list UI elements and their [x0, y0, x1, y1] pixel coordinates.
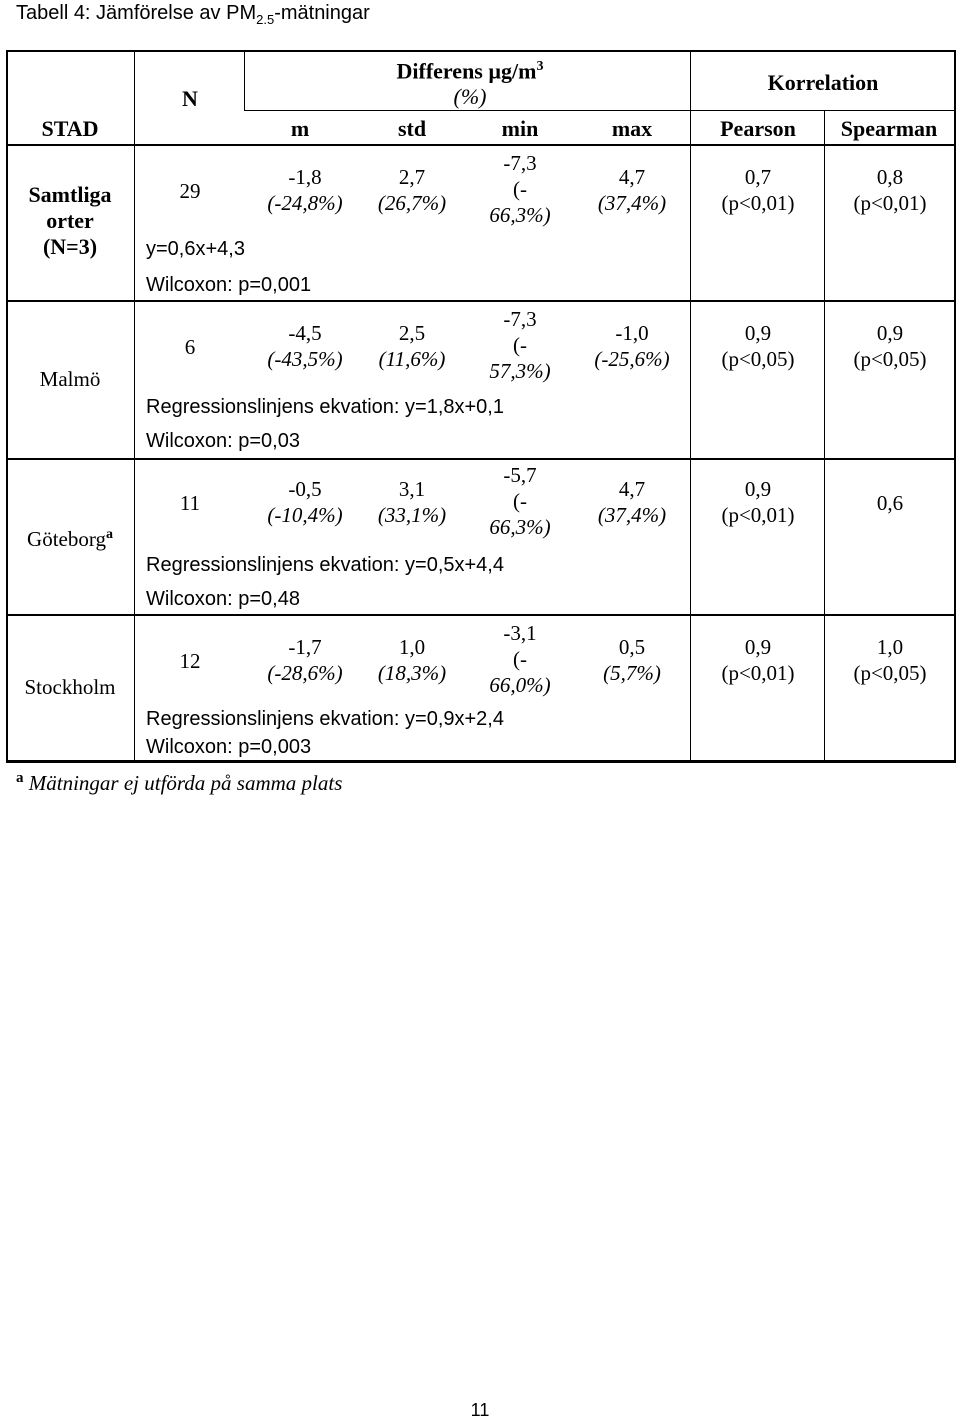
wilcoxon-result: Wilcoxon: p=0,03 [146, 430, 300, 452]
regression-equation: Regressionslinjens ekvation: y=0,5x+4,4 [146, 554, 504, 576]
m-cell: -4,5 (-43,5%) [267, 321, 343, 371]
header-spearman: Spearman [840, 116, 938, 141]
min-cell: -7,3 (- 57,3%) [489, 307, 551, 383]
pearson-cell: 0,9 (p<0,01) [721, 477, 795, 527]
stad-cell: Stockholm [24, 675, 116, 699]
spearman-cell: 0,9 (p<0,05) [853, 321, 927, 371]
header-divider [824, 110, 825, 144]
table-right-border [954, 50, 956, 762]
row-divider [6, 300, 956, 302]
regression-equation: Regressionslinjens ekvation: y=0,9x+2,4 [146, 708, 504, 730]
header-std: std [397, 116, 427, 141]
m-cell: -0,5 (-10,4%) [267, 477, 343, 527]
caption-subscript: 2.5 [256, 12, 275, 27]
min-cell: -5,7 (- 66,3%) [489, 463, 551, 539]
min-cell: -3,1 (- 66,0%) [489, 621, 551, 697]
pearson-cell: 0,9 (p<0,05) [721, 321, 795, 371]
header-divider [134, 50, 135, 144]
wilcoxon-result: Wilcoxon: p=0,001 [146, 274, 312, 296]
n-cell: 6 [184, 335, 196, 359]
row-divider [6, 614, 956, 616]
stad-cell: Göteborg$^a$ [27, 527, 113, 551]
std-cell: 2,5 (11,6%) [378, 321, 446, 371]
std-cell: 1,0 (18,3%) [377, 635, 447, 685]
spearman-cell: 0,6 [876, 491, 904, 515]
n-cell: 29 [179, 179, 201, 203]
pearson-cell: 0,7 (p<0,01) [721, 165, 795, 215]
regression-equation: Regressionslinjens ekvation: y=1,8x+0,1 [146, 396, 504, 418]
spearman-cell: 0,8 (p<0,01) [853, 165, 927, 215]
header-divider [690, 50, 691, 144]
column-divider [134, 144, 135, 760]
stad-cell: Samtliga orter (N=3) [28, 182, 112, 259]
header-differens: Differens $\mu g/m^3$ [396, 58, 544, 84]
m-cell: -1,7 (-28,6%) [267, 635, 343, 685]
std-cell: 2,7 (26,7%) [377, 165, 447, 215]
row-divider [6, 458, 956, 460]
wilcoxon-result: Wilcoxon: p=0,48 [146, 588, 300, 610]
header-n: N [182, 86, 198, 111]
wilcoxon-result: Wilcoxon: p=0,003 [146, 736, 312, 758]
max-cell: 4,7 (37,4%) [597, 477, 667, 527]
table-left-border [6, 50, 8, 762]
m-cell: -1,8 (-24,8%) [267, 165, 343, 215]
table-bottom-border [6, 760, 956, 763]
header-divider [244, 110, 954, 111]
spearman-cell: 1,0 (p<0,05) [853, 635, 927, 685]
stad-cell: Malmö [39, 367, 101, 391]
max-cell: 0,5 (5,7%) [603, 635, 661, 685]
table-top-border [6, 50, 956, 52]
header-m: m [290, 116, 310, 141]
pearson-cell: 0,9 (p<0,01) [721, 635, 795, 685]
header-korrelation: Korrelation [767, 70, 879, 95]
std-cell: 3,1 (33,1%) [377, 477, 447, 527]
column-divider [690, 144, 691, 760]
header-pearson: Pearson [720, 116, 796, 141]
page-number: 11 [470, 1400, 490, 1420]
header-stad: STAD [41, 116, 99, 141]
caption-suffix: -mätningar [274, 2, 370, 24]
caption-prefix: Tabell 4: Jämförelse av PM [16, 2, 257, 24]
n-cell: 11 [179, 491, 201, 515]
min-cell: -7,3 (- 66,3%) [489, 151, 551, 227]
column-divider [824, 144, 825, 760]
max-cell: 4,7 (37,4%) [597, 165, 667, 215]
table-footnote: $^a$ Mätningar ej utförda på samma plats [16, 770, 343, 795]
header-min: min [501, 116, 539, 141]
n-cell: 12 [179, 649, 201, 673]
header-divider [244, 50, 245, 110]
max-cell: -1,0 (-25,6%) [594, 321, 670, 371]
regression-equation: y=0,6x+4,3 [146, 238, 245, 260]
header-bottom-border [6, 144, 956, 146]
header-differens-unit: (%) [453, 84, 487, 109]
header-max: max [611, 116, 653, 141]
table-caption [16, 0, 370, 33]
